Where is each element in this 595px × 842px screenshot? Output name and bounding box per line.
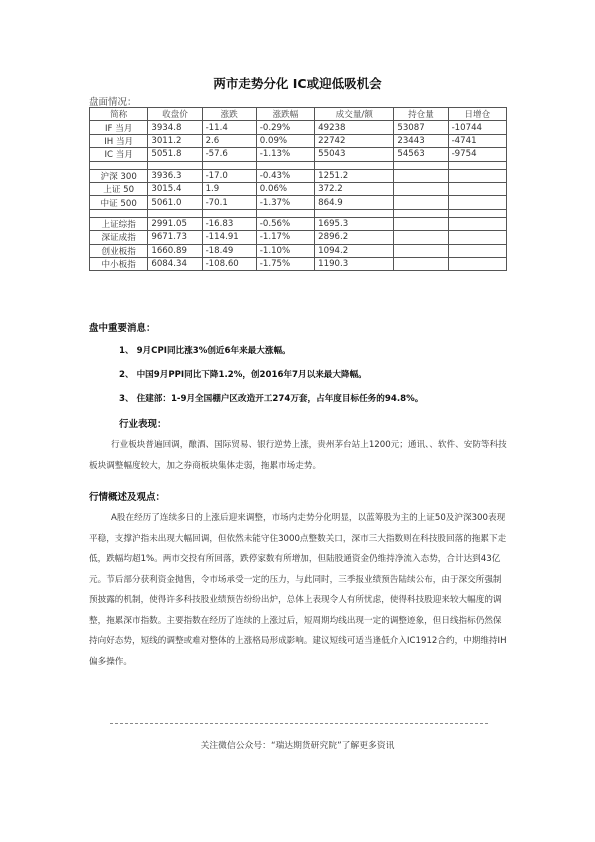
table-cell — [202, 161, 256, 169]
table-cell — [202, 209, 256, 217]
table-cell: -1.17% — [256, 231, 314, 244]
table-spacer-row — [90, 161, 507, 169]
table-row-name: 深证成指 — [90, 231, 148, 244]
table-row — [90, 244, 507, 257]
table-cell: 1660.89 — [148, 244, 202, 257]
table-cell — [394, 196, 448, 209]
table-cell: 54563 — [394, 148, 448, 161]
table-cell: -0.43% — [256, 169, 314, 182]
table-row — [90, 182, 507, 195]
table-cell: 2896.2 — [315, 231, 394, 244]
table-row — [90, 134, 507, 147]
table-cell: 23443 — [394, 134, 448, 147]
col-header: 涨跌 — [202, 108, 256, 121]
table-row — [90, 217, 507, 230]
market-table — [89, 107, 507, 271]
col-header: 简称 — [90, 108, 148, 121]
table-row-name: IH 当月 — [90, 134, 148, 147]
table-cell: 0.09% — [256, 134, 314, 147]
col-header: 持仓量 — [394, 108, 448, 121]
table-cell: -0.29% — [256, 121, 314, 134]
table-cell: 5051.8 — [148, 148, 202, 161]
table-cell: 9671.73 — [148, 231, 202, 244]
table-cell: 2.6 — [202, 134, 256, 147]
news-item: 2、 中国9月PPI同比下降1.2%，创2016年7月以来最大降幅。 — [119, 370, 367, 380]
table-cell: -108.60 — [202, 257, 256, 270]
col-header: 成交量/额 — [315, 108, 394, 121]
table-cell: 1251.2 — [315, 169, 394, 182]
table-cell — [394, 161, 448, 169]
table-cell — [394, 169, 448, 182]
table-body — [90, 121, 507, 271]
table-cell — [315, 161, 394, 169]
table-cell: -17.0 — [202, 169, 256, 182]
table-cell: -1.37% — [256, 196, 314, 209]
table-row — [90, 121, 507, 134]
table-cell: -11.4 — [202, 121, 256, 134]
table-cell: -0.56% — [256, 217, 314, 230]
table-cell — [448, 161, 506, 169]
table-cell: -10744 — [448, 121, 506, 134]
table-cell: 3936.3 — [148, 169, 202, 182]
news-section-label: 盘中重要消息： — [89, 323, 156, 334]
table-row-name: 创业板指 — [90, 244, 148, 257]
table-cell: 1.9 — [202, 182, 256, 195]
table-cell — [148, 161, 202, 169]
table-cell: 3015.4 — [148, 182, 202, 195]
col-header: 日增仓 — [448, 108, 506, 121]
table-cell: 2991.05 — [148, 217, 202, 230]
page-title: 两市走势分化 IC或迎低吸机会 — [213, 76, 382, 91]
table-row-name: 中证 500 — [90, 196, 148, 209]
table-cell: 22742 — [315, 134, 394, 147]
table-cell: 6084.34 — [148, 257, 202, 270]
table-cell — [256, 209, 314, 217]
table-row-name: 上证 50 — [90, 182, 148, 195]
table-cell — [448, 244, 506, 257]
footer-divider — [110, 723, 488, 724]
table-cell: -1.75% — [256, 257, 314, 270]
col-header: 涨跌幅 — [256, 108, 314, 121]
table-cell — [256, 161, 314, 169]
table-cell: 372.2 — [315, 182, 394, 195]
table-row — [90, 169, 507, 182]
table-cell: 3011.2 — [148, 134, 202, 147]
table-cell — [448, 257, 506, 270]
table-cell: 53087 — [394, 121, 448, 134]
table-cell: -9754 — [448, 148, 506, 161]
table-cell: -114.91 — [202, 231, 256, 244]
table-cell — [394, 217, 448, 230]
table-row-name: 中小板指 — [90, 257, 148, 270]
table-cell: 1190.3 — [315, 257, 394, 270]
table-cell: -4741 — [448, 134, 506, 147]
table-cell — [315, 209, 394, 217]
table-row-name: 上证综指 — [90, 217, 148, 230]
news-item: 3、 住建部：1-9月全国棚户区改造开工274万套，占年度目标任务的94.8%。 — [119, 394, 424, 404]
table-cell: -1.10% — [256, 244, 314, 257]
table-cell: 1094.2 — [315, 244, 394, 257]
table-cell: -57.6 — [202, 148, 256, 161]
table-cell — [90, 161, 148, 169]
table-cell: -70.1 — [202, 196, 256, 209]
table-cell — [90, 209, 148, 217]
table-cell — [448, 231, 506, 244]
table-cell: 864.9 — [315, 196, 394, 209]
table-cell — [394, 257, 448, 270]
table-cell: 49238 — [315, 121, 394, 134]
col-header: 收盘价 — [148, 108, 202, 121]
table-row — [90, 231, 507, 244]
table-cell — [394, 231, 448, 244]
market-section-label: 盘面情况： — [89, 97, 137, 108]
table-row-name: IC 当月 — [90, 148, 148, 161]
footer-note: 关注微信公众号：“瑞达期货研究院”了解更多资讯 — [200, 741, 395, 751]
table-cell — [394, 209, 448, 217]
table-row — [90, 257, 507, 270]
table-row — [90, 148, 507, 161]
table-row-name: IF 当月 — [90, 121, 148, 134]
table-header-row — [90, 108, 507, 121]
view-section-label: 行情概述及观点： — [89, 492, 166, 503]
industry-paragraph: 行业板块普遍回调，酿酒、国际贸易、银行逆势上涨，贵州茅台站上1200元；通讯、、软件、安防等科技板块调整幅度较大，加之券商板块集体走弱，拖累市场走势。 — [89, 440, 507, 471]
table-cell: -18.49 — [202, 244, 256, 257]
table-cell: -16.83 — [202, 217, 256, 230]
table-cell: 5061.0 — [148, 196, 202, 209]
table-row — [90, 196, 507, 209]
table-cell — [448, 209, 506, 217]
table-cell: 0.06% — [256, 182, 314, 195]
table-cell — [448, 169, 506, 182]
table-cell: 55043 — [315, 148, 394, 161]
table-cell — [448, 182, 506, 195]
table-cell: 3934.8 — [148, 121, 202, 134]
industry-section-label: 行业表现： — [119, 419, 167, 430]
table-cell — [394, 182, 448, 195]
table-cell: 1695.3 — [315, 217, 394, 230]
table-cell — [448, 217, 506, 230]
table-cell — [448, 196, 506, 209]
news-item: 1、 9月CPI同比涨3%创近6年来最大涨幅。 — [119, 346, 291, 356]
view-paragraph: A股在经历了连续多日的上涨后迎来调整，市场内走势分化明显，以蓝筹股为主的上证50及沪深300表现平稳，支撑沪指未出现大幅回调，但依然未能守住3000点整数关口，深市三大指数则在科技股回落的拖累下走低，跌幅均超1%。两市交投有所回落，跌停家数有所增加，但陆股通资金仍维持净流入态势，合计达到43亿元。节后部分获利资金抛售，令市场承受一定的压力，与此同时，三季报业绩预告陆续公布，由于深交所强制预披露的机制，使得许多科技股业绩预告纷纷出炉，总体上表现令人有所忧虑，使得科技股迎来较大幅度的调整，拖累深市指数。主要指数在经历了连续的上涨过后，短周期均线出现一定的调整迹象，但日线指标仍然保持向好态势，短线的调整或难对整体的上涨格局形成影响。建议短线可适当逢低介入IC1912合约，中期维持IH偏多操作。 — [89, 513, 507, 667]
table-cell: -1.13% — [256, 148, 314, 161]
table-row-name: 沪深 300 — [90, 169, 148, 182]
table-cell — [394, 244, 448, 257]
table-cell — [148, 209, 202, 217]
table-spacer-row — [90, 209, 507, 217]
